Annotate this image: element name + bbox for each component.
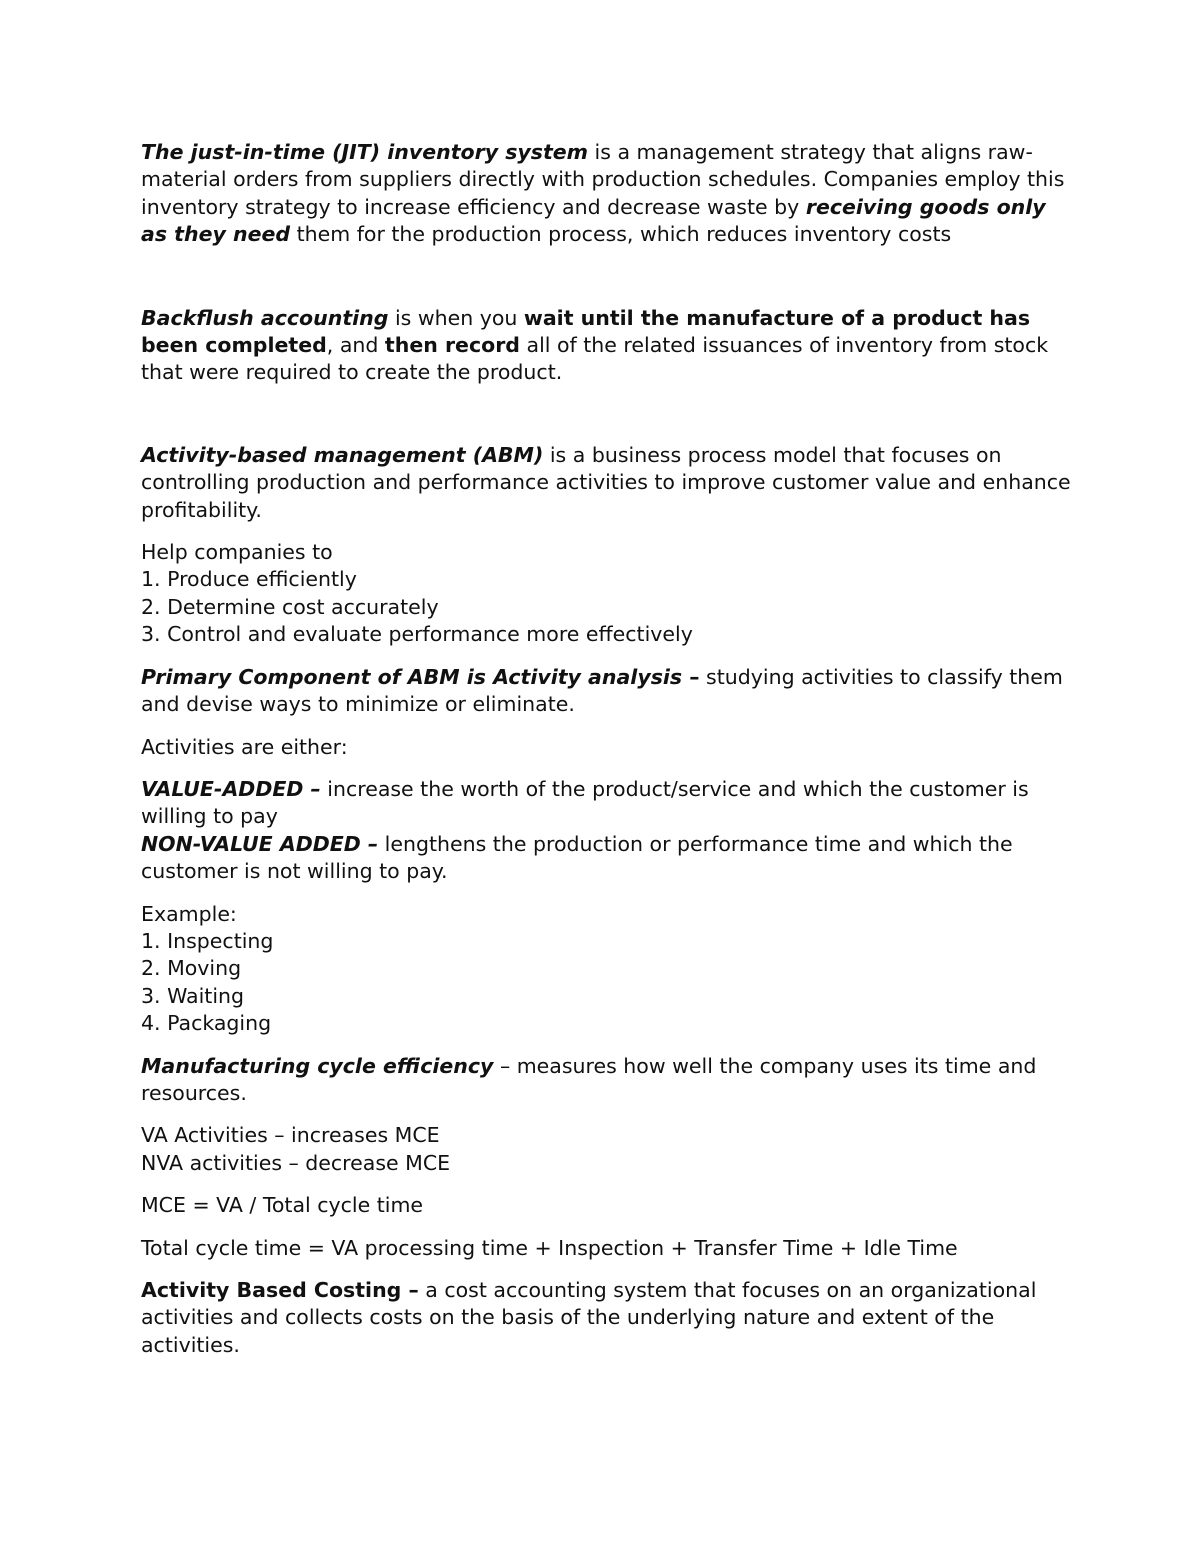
mce-text: – measures how well the company uses its time and resources. bbox=[141, 1053, 1037, 1105]
backflush-bold-1: wait until the manufacture of a product has been completed bbox=[141, 305, 1031, 358]
mce-formula: MCE = VA / Total cycle time bbox=[141, 1193, 424, 1218]
backflush-text-3: all of the related issuances of inventory from stock that were required to create the product. bbox=[141, 333, 1049, 385]
value-added-text: increase the worth of the product/service and which the customer is willing to pay bbox=[141, 776, 1029, 829]
abm-text: is a business process model that focuses on controlling production and performance activities to improve customer value and enhance profitability. bbox=[141, 442, 1071, 522]
va-nva-block bbox=[141, 1122, 1071, 1177]
primary-text: studying activities to classify them and devise ways to minimize or eliminate. bbox=[141, 664, 1063, 717]
va-line: VA Activities – increases MCE bbox=[141, 1123, 440, 1148]
nva-line: NVA activities – decrease MCE bbox=[141, 1150, 451, 1175]
jit-term: The just-in-time (JIT) inventory system bbox=[141, 140, 589, 164]
jit-text-2: them for the production process, which reduces inventory costs bbox=[290, 222, 952, 247]
example-item: 1. Inspecting bbox=[141, 928, 274, 953]
abc-text: a cost accounting system that focuses on an organizational activities and collects costs on the basis of the underlying nature and extent of the activities. bbox=[141, 1278, 1037, 1357]
document-page bbox=[141, 139, 1071, 1359]
mce-term: Manufacturing cycle efficiency bbox=[141, 1053, 494, 1078]
total-cycle-time-formula: Total cycle time = VA processing time + Inspection + Transfer Time + Idle Time bbox=[141, 1235, 958, 1260]
value-added-term: VALUE-ADDED – bbox=[141, 776, 321, 801]
primary-component-paragraph bbox=[141, 664, 1071, 719]
backflush-term: Backflush accounting bbox=[141, 305, 389, 330]
abm-paragraph bbox=[141, 442, 1071, 524]
help-list bbox=[141, 539, 1071, 649]
primary-dash: – bbox=[682, 664, 700, 689]
jit-paragraph bbox=[141, 139, 1071, 249]
backflush-paragraph bbox=[141, 305, 1071, 387]
example-item: 3. Waiting bbox=[141, 983, 245, 1008]
abc-term: Activity Based Costing – bbox=[141, 1278, 419, 1302]
mce-paragraph bbox=[141, 1053, 1071, 1108]
value-added-line bbox=[141, 776, 1071, 831]
backflush-text-2: , and bbox=[326, 333, 385, 358]
backflush-text-1: is when you bbox=[388, 305, 524, 330]
help-item: 1. Produce efficiently bbox=[141, 567, 357, 592]
value-added-block bbox=[141, 776, 1071, 886]
help-item: 2. Determine cost accurately bbox=[141, 594, 439, 619]
activities-intro: Activities are either: bbox=[141, 734, 348, 759]
example-item: 2. Moving bbox=[141, 956, 242, 981]
jit-emphasis: receiving goods only as they need bbox=[141, 194, 1046, 247]
help-item: 3. Control and evaluate performance more effectively bbox=[141, 622, 693, 647]
example-intro: Example: bbox=[141, 901, 237, 926]
backflush-bold-2: then record bbox=[384, 333, 520, 358]
abm-term: Activity-based management (ABM) bbox=[141, 442, 544, 467]
help-intro: Help companies to bbox=[141, 540, 333, 565]
jit-text-1: is a management strategy that aligns raw-material orders from suppliers directly with production schedules. Companies employ this inventory strategy to increase efficiency and decrease waste by bbox=[141, 140, 1065, 219]
abc-paragraph bbox=[141, 1277, 1071, 1359]
primary-term: Primary Component of ABM is Activity analysis bbox=[141, 664, 683, 689]
non-value-added-term: NON-VALUE ADDED – bbox=[141, 831, 379, 856]
example-item: 4. Packaging bbox=[141, 1011, 272, 1036]
example-list bbox=[141, 901, 1071, 1038]
non-value-added-line bbox=[141, 831, 1071, 886]
non-value-added-text: lengthens the production or performance time and which the customer is not willing to pay. bbox=[141, 831, 1013, 884]
